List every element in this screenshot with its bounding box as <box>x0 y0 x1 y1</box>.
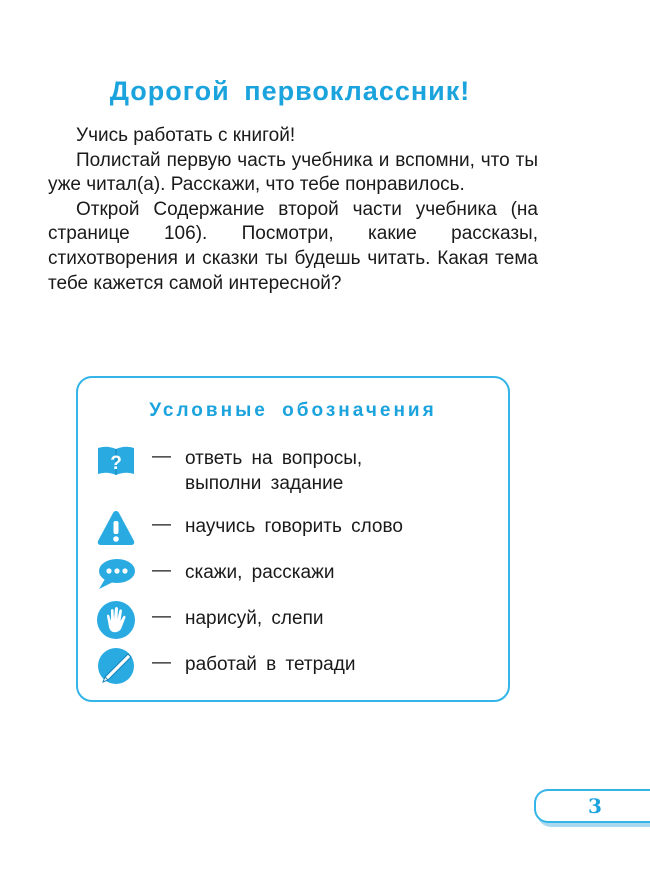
pen-icon <box>96 646 136 686</box>
legend-title: Условные обозначения <box>149 400 437 421</box>
legend-item-word <box>96 508 496 552</box>
legend-box <box>76 376 510 702</box>
legend-dash: — <box>152 652 171 673</box>
page-title: Дорогой первоклассник! <box>109 76 471 106</box>
legend-dash: — <box>152 446 171 467</box>
legend-item-questions <box>96 440 496 494</box>
paragraph-3: Открой Содержание второй части учебника (на странице 106). Посмотри, какие рассказы, стихотворения и сказки ты будешь читать. Какая тема тебе кажется самой интересной? <box>48 198 538 294</box>
page-number: 3 <box>588 794 602 818</box>
legend-text-line: скажи, расскажи <box>185 562 335 583</box>
exclamation-triangle-icon <box>96 508 136 548</box>
paragraph-1: Учись работать с книгой! <box>76 125 296 146</box>
intro-text <box>48 124 538 296</box>
legend-dash: — <box>152 560 171 581</box>
legend-text-line: работай в тетради <box>185 654 356 675</box>
legend-item-draw <box>96 600 496 644</box>
legend-item-speak <box>96 554 496 598</box>
page-number-tab <box>534 789 650 823</box>
legend-dash: — <box>152 606 171 627</box>
question-book-icon <box>96 440 136 480</box>
legend-text-line: нарисуй, слепи <box>185 608 324 629</box>
legend-text-line: выполни задание <box>185 473 344 494</box>
legend-text-line: научись говорить слово <box>185 516 403 537</box>
paragraph-2: Полистай первую часть учебника и вспомни, что ты уже читал(а). Расскажи, что тебе понравилось. <box>48 149 538 196</box>
speech-bubble-icon <box>96 554 136 594</box>
svg-text:?: ? <box>110 453 122 474</box>
legend-text-line: ответь на вопросы, <box>185 448 363 469</box>
legend-item-notebook <box>96 646 496 690</box>
hand-icon <box>96 600 136 640</box>
legend-dash: — <box>152 514 171 535</box>
